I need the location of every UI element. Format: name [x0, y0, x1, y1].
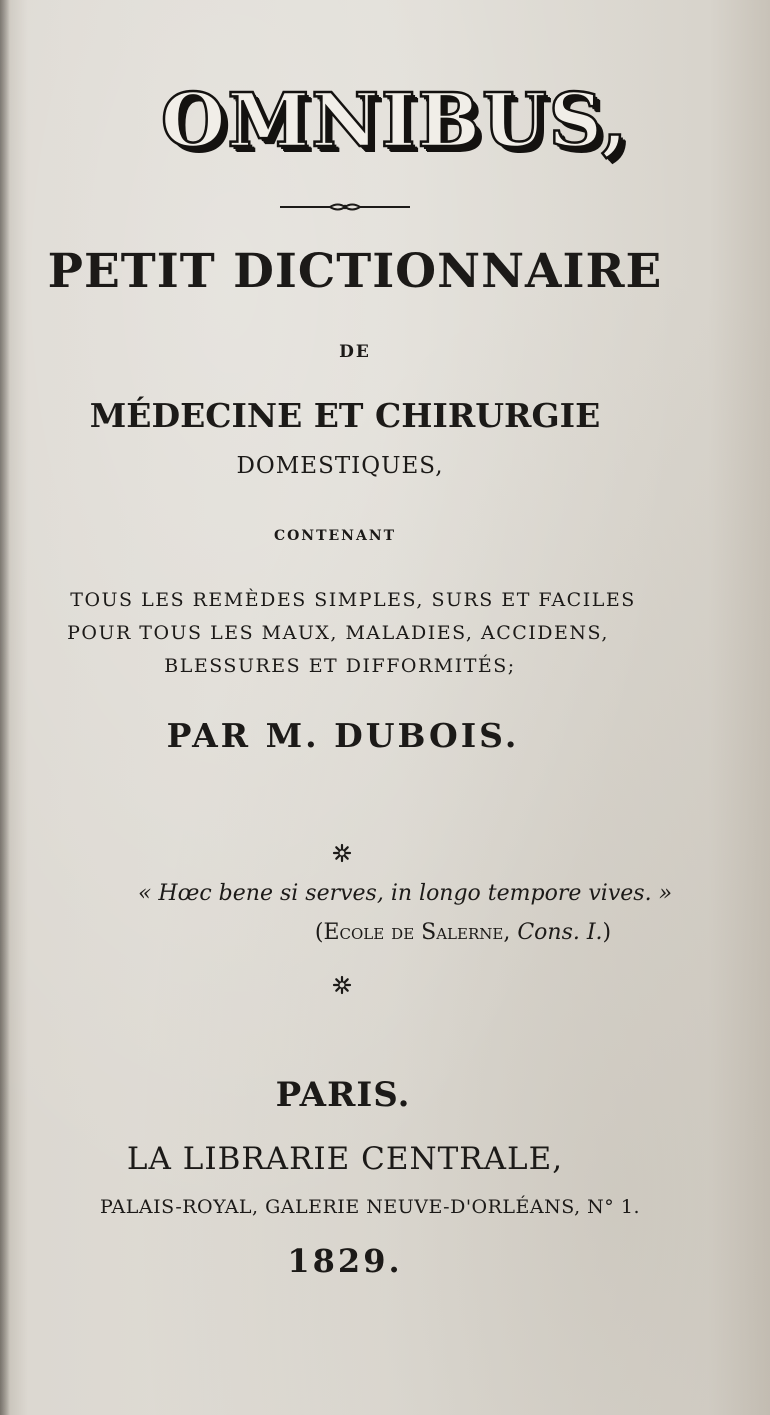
asterisk-ornament-icon	[332, 843, 352, 863]
source-separator: ,	[503, 920, 518, 945]
imprint-year: 1829.	[287, 1242, 403, 1280]
asterisk-ornament-icon	[332, 975, 352, 995]
series-title: OMNIBUS,	[160, 78, 630, 164]
source-name: Ecole de Salerne	[323, 920, 504, 945]
description-line-2: POUR TOUS LES MAUX, MALADIES, ACCIDENS,	[67, 622, 609, 644]
description-line-1: TOUS LES REMÈDES SIMPLES, SURS ET FACILES	[70, 589, 636, 611]
epigraph-source	[78, 920, 770, 945]
qualifier-line: DOMESTIQUES,	[236, 453, 444, 479]
imprint-publisher: LA LIBRARIE CENTRALE,	[126, 1141, 564, 1177]
source-close: )	[602, 920, 612, 945]
imprint-address: PALAIS-ROYAL, GALERIE NEUVE-D'ORLÉANS, N° 1.	[100, 1196, 640, 1218]
source-reference: Cons. I.	[517, 920, 603, 945]
author-line: PAR M. DUBOIS.	[166, 716, 520, 755]
main-title: PETIT DICTIONNAIRE	[47, 244, 663, 299]
contenant-line: CONTENANT	[273, 528, 397, 544]
epigraph-quote: « Hœc bene si serves, in longo tempore vives. »	[137, 881, 673, 906]
source-open: (	[314, 920, 324, 945]
rule-ornament-icon	[280, 199, 410, 215]
subject-line: MÉDECINE ET CHIRURGIE	[89, 396, 601, 435]
imprint-city: PARIS.	[275, 1075, 411, 1115]
connector-de: DE	[339, 342, 371, 362]
description-line-3: BLESSURES ET DIFFORMITÉS;	[164, 655, 516, 677]
